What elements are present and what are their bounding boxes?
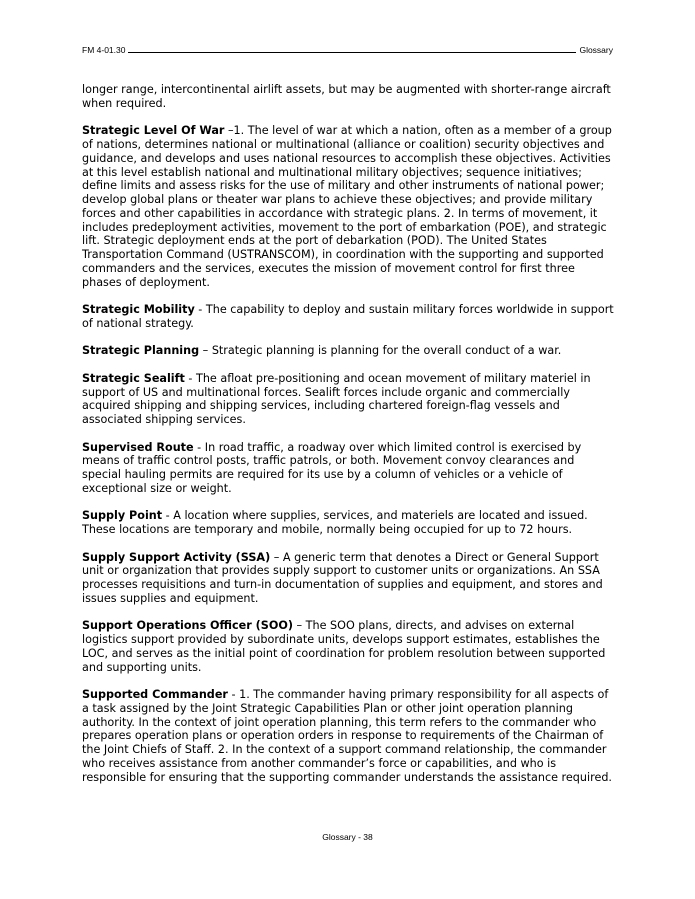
glossary-term: Strategic Mobility	[82, 303, 195, 316]
glossary-entry	[82, 124, 614, 289]
document-id: FM 4-01.30	[82, 45, 126, 55]
glossary-definition: - A location where supplies, services, and materiels are located and issued. These locations are temporary and mobile, normally being occupied for up to 72 hours.	[82, 509, 588, 536]
glossary-entry	[82, 619, 614, 674]
glossary-entry	[82, 551, 614, 606]
glossary-body	[82, 83, 614, 798]
glossary-entry	[82, 303, 614, 331]
page-footer	[0, 832, 695, 842]
glossary-term: Strategic Planning	[82, 344, 200, 358]
glossary-definition: - 1. The commander having primary responsibility for all aspects of a task assigned by the Joint Strategic Capabilities Plan or other joint operation planning authority. In the context of joint operation planning, this term refers to the commander who prepares operation plans or operation orders in response to requirements of the Chairman of the Joint Chiefs of Staff. 2. In the context of a support command relationship, the commander who receives assistance from another commander’s force or capabilities, and who is responsible for ensuring that the supporting commander understands the assistance required.	[82, 688, 612, 784]
page-number: Glossary - 38	[322, 832, 373, 842]
glossary-definition: - The capability to deploy and sustain military forces worldwide in support of national strategy.	[82, 303, 614, 330]
glossary-entry	[82, 688, 614, 784]
glossary-term: Supervised Route	[82, 440, 194, 454]
glossary-definition: –1. The level of war at which a nation, often as a member of a group of nations, determines national or multinational (alliance or coalition) security objectives and guidance, and develops and uses national resources to accomplish these objectives. Activities at this level establish national and multinational military objectives; sequence initiatives; define limits and assess risks for the use of military and other instruments of national power; develop global plans or theater war plans to achieve these objectives; and provide military forces and other capabilities in accordance with strategic plans. 2. In terms of movement, it includes predeployment activities, movement to the port of embarkation (POE), and strategic lift. Strategic deployment ends at the port of debarkation (POD). The United States Transportation Command (USTRANSCOM), in coordination with the supporting and supported commanders and the services, executes the mission of movement control for first three phases of deployment.	[82, 124, 612, 289]
glossary-term: Strategic Level Of War	[82, 124, 225, 138]
glossary-definition: – A generic term that denotes a Direct or General Support unit or organization that provides supply support to customer units or organizations. An SSA processes requisitions and turn-in documentation of supplies and equipment, and stores and issues supplies and equipment.	[82, 550, 603, 605]
glossary-entry	[82, 509, 614, 537]
glossary-term: Supported Commander	[82, 688, 228, 701]
section-name: Glossary	[579, 45, 613, 55]
glossary-term: Strategic Sealift	[82, 371, 185, 385]
glossary-entry	[82, 372, 614, 427]
page-header	[82, 41, 613, 55]
glossary-definition: – Strategic planning is planning for the overall conduct of a war.	[199, 344, 562, 358]
glossary-entry	[82, 344, 614, 358]
glossary-term: Supply Support Activity (SSA)	[82, 550, 271, 564]
continued-paragraph: longer range, intercontinental airlift assets, but may be augmented with shorter-range aircraft when required.	[82, 83, 611, 110]
glossary-entry	[82, 441, 614, 496]
glossary-definition: - The afloat pre-positioning and ocean movement of military materiel in support of US and multinational forces. Sealift forces include organic and commercially acquired shipping and shipping services, including chartered foreign-flag vessels and associated shipping services.	[82, 371, 591, 426]
glossary-term: Support Operations Officer (SOO)	[82, 619, 293, 633]
glossary-term: Supply Point	[82, 509, 163, 523]
header-rule	[128, 52, 576, 53]
glossary-definition: – The SOO plans, directs, and advises on external logistics support provided by subordinate units, develops support estimates, establishes the LOC, and serves as the initial point of coordination for problem resolution between supported and supporting units.	[82, 619, 606, 674]
glossary-definition: - In road traffic, a roadway over which limited control is exercised by means of traffic control posts, traffic patrols, or both. Movement convoy clearances and special hauling permits are required for its use by a column of vehicles or a vehicle of exceptional size or weight.	[82, 440, 582, 495]
